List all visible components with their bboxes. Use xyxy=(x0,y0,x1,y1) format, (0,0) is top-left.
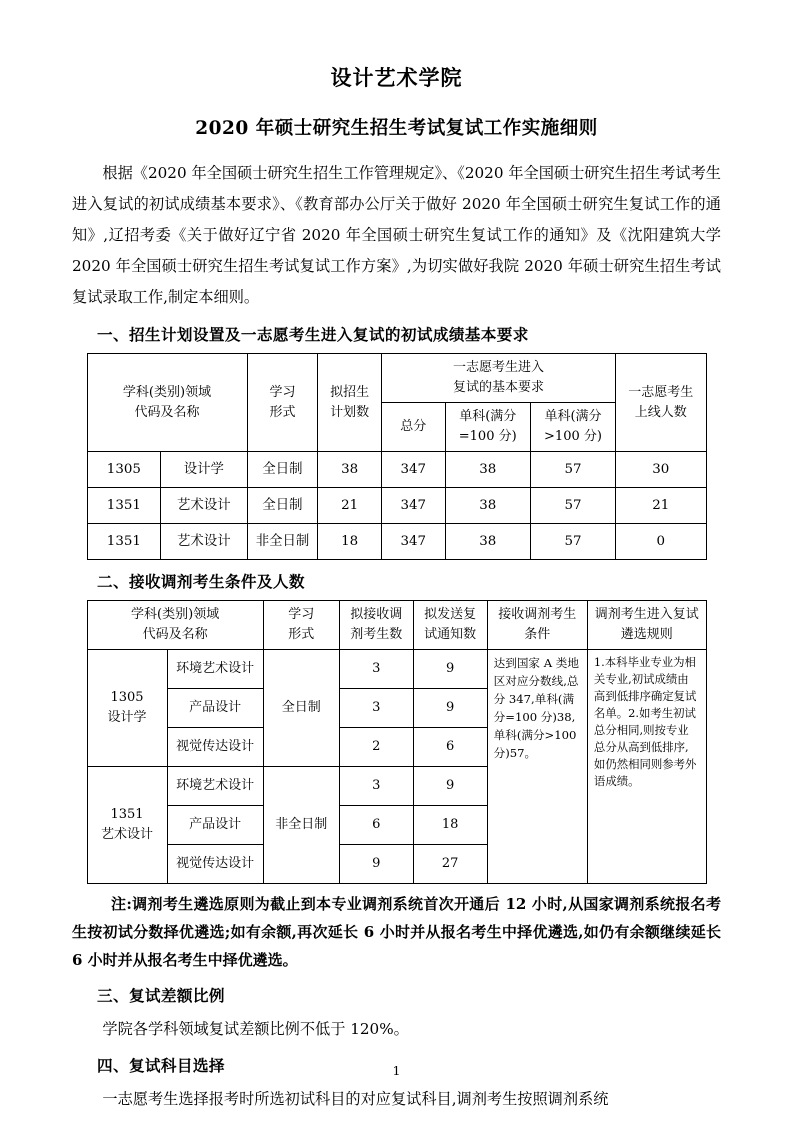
header-mode-line2: 形式 xyxy=(269,404,296,420)
header-online-count xyxy=(616,354,706,452)
cell-code: 1305 xyxy=(87,452,161,488)
cell-plan: 18 xyxy=(318,524,381,560)
cell-notice: 9 xyxy=(413,650,487,689)
cell-name: 艺术设计 xyxy=(161,524,247,560)
cell-total: 347 xyxy=(381,488,445,524)
cell-single-100: 38 xyxy=(445,524,530,560)
cell-online: 30 xyxy=(616,452,706,488)
page-subtitle: 2020 年硕士研究生招生考试复试工作实施细则 xyxy=(195,118,598,139)
cell-notice: 6 xyxy=(413,728,487,767)
cell-direction: 视觉传达设计 xyxy=(167,728,263,767)
cell-recv: 2 xyxy=(339,728,413,767)
header-mode xyxy=(263,601,339,650)
header-plan-line2: 计划数 xyxy=(330,404,370,420)
cell-rule: 1.本科毕业专业为相关专业,初试成绩由高到低排序确定复试名单。2.如考生初试总分相同,则按专业总分从高到低排序,如仍然相同则参考外语成绩。 xyxy=(587,650,706,884)
cell-direction: 产品设计 xyxy=(167,806,263,845)
header-online-line2: 上线人数 xyxy=(634,404,687,420)
table-row xyxy=(87,650,706,689)
header-rule-line2: 遴选规则 xyxy=(620,627,673,642)
admission-plan-table xyxy=(87,353,707,560)
cell-single-100: 38 xyxy=(445,452,530,488)
cell-notice: 27 xyxy=(413,845,487,884)
cell-total: 347 xyxy=(381,524,445,560)
table-row xyxy=(87,488,706,524)
header-plan xyxy=(318,354,381,452)
header-recv-line2: 剂考生数 xyxy=(350,627,403,642)
header-condition xyxy=(487,601,587,650)
header-condition-line2: 条件 xyxy=(524,627,551,642)
cell-direction: 环境艺术设计 xyxy=(167,767,263,806)
cell-mode: 全日制 xyxy=(247,452,318,488)
header-rule-line1: 调剂考生进入复试 xyxy=(594,607,699,622)
cell-code: 1351 xyxy=(87,524,161,560)
cell-code: 1351 xyxy=(87,488,161,524)
cell-plan: 21 xyxy=(318,488,381,524)
cell-recv: 3 xyxy=(339,650,413,689)
intro-paragraph: 根据《2020 年全国硕士研究生招生工作管理规定》、《2020 年全国硕士研究生招生考试考生进入复试的初试成绩基本要求》、《教育部办公厅关于做好 2020 年全国硕士研究生复试工作的通知》,辽招考委《关于做好辽宁省 2020 年全国硕士研究生复试工作的通知》及《沈阳建筑大学 2020 年全国硕士研究生招生考试复试工作方案》,为切实做好我院 2020 年硕士研究生招生考试复试录取工作,制定本细则。 xyxy=(72,164,721,306)
page-title: 设计艺术学院 xyxy=(330,65,463,90)
cell-single-gt100: 57 xyxy=(530,524,615,560)
cell-group-code: 1305 xyxy=(110,690,144,705)
header-condition-line1: 接收调剂考生 xyxy=(498,607,577,622)
header-single-gt100-line1: 单科(满分 xyxy=(544,409,602,424)
header-rule xyxy=(587,601,706,650)
cell-notice: 9 xyxy=(413,689,487,728)
cell-single-100: 38 xyxy=(445,488,530,524)
cell-recv: 3 xyxy=(339,689,413,728)
section-heading-2: 二、接收调剂考生条件及人数 xyxy=(96,572,305,591)
header-recv-count xyxy=(339,601,413,650)
cell-direction: 产品设计 xyxy=(167,689,263,728)
header-discipline-line2: 代码及名称 xyxy=(142,627,208,642)
section-heading-1: 一、招生计划设置及一志愿考生进入复试的初试成绩基本要求 xyxy=(96,325,529,344)
note-paragraph: 注:调剂考生遴选原则为截止到本专业调剂系统首次开通后 12 小时,从国家调剂系统报名考生按初试分数择优遴选;如有余额,再次延长 6 小时并从报名考生中择优遴选,如仍有余额继续延长 6 小时并从报名考生中择优遴选。 xyxy=(72,895,721,969)
cell-mode: 全日制 xyxy=(247,488,318,524)
cell-condition: 达到国家 A 类地区对应分数线,总分 347,单科(满分=100 分)38,单科(满分>100 分)57。 xyxy=(487,650,587,884)
header-discipline-line1: 学科(类别)领域 xyxy=(131,607,220,622)
header-discipline xyxy=(87,354,247,452)
header-single-gt100 xyxy=(530,403,615,452)
transfer-student-table xyxy=(87,600,707,884)
cell-direction: 环境艺术设计 xyxy=(167,650,263,689)
header-mode-line1: 学习 xyxy=(269,384,296,400)
header-single-100 xyxy=(445,403,530,452)
header-mode-line2: 形式 xyxy=(288,627,315,642)
header-requirement-line1: 一志愿考生进入 xyxy=(452,360,544,375)
header-mode xyxy=(247,354,318,452)
header-online-line1: 一志愿考生 xyxy=(628,384,694,400)
cell-total: 347 xyxy=(381,452,445,488)
cell-recv: 6 xyxy=(339,806,413,845)
cell-notice: 9 xyxy=(413,767,487,806)
header-notice-line2: 试通知数 xyxy=(424,627,477,642)
cell-name: 艺术设计 xyxy=(161,488,247,524)
header-requirement-line2: 复试的基本要求 xyxy=(452,380,544,395)
cell-online: 0 xyxy=(616,524,706,560)
header-discipline xyxy=(87,601,263,650)
header-discipline-line1: 学科(类别)领域 xyxy=(122,384,212,400)
cell-name: 设计学 xyxy=(161,452,247,488)
cell-direction: 视觉传达设计 xyxy=(167,845,263,884)
cell-mode: 非全日制 xyxy=(247,524,318,560)
cell-group-discipline xyxy=(87,650,167,767)
cell-group-code: 1351 xyxy=(110,807,144,822)
cell-recv: 3 xyxy=(339,767,413,806)
header-single-100-line1: 单科(满分 xyxy=(459,409,517,424)
cell-single-gt100: 57 xyxy=(530,488,615,524)
table-row xyxy=(87,452,706,488)
cell-group-name: 设计学 xyxy=(107,710,147,725)
header-discipline-line2: 代码及名称 xyxy=(134,404,200,420)
header-requirement-group xyxy=(381,354,615,403)
header-mode-line1: 学习 xyxy=(288,607,315,622)
header-recv-line1: 拟接收调 xyxy=(350,607,403,622)
cell-group-discipline xyxy=(87,767,167,884)
header-single-gt100-line2: >100 分) xyxy=(544,429,602,444)
cell-single-gt100: 57 xyxy=(530,452,615,488)
header-notice-line1: 拟发送复 xyxy=(424,607,477,622)
table-header-row xyxy=(87,601,706,650)
cell-notice: 18 xyxy=(413,806,487,845)
cell-mode: 全日制 xyxy=(263,650,339,767)
table-row xyxy=(87,524,706,560)
section3-body: 学院各学科领域复试差额比例不低于 120%。 xyxy=(102,1020,409,1038)
header-single-100-line2: =100 分) xyxy=(458,429,517,444)
table-header-row xyxy=(87,354,706,403)
section-heading-3: 三、复试差额比例 xyxy=(96,986,225,1005)
cell-online: 21 xyxy=(616,488,706,524)
cell-plan: 38 xyxy=(318,452,381,488)
header-notice-count xyxy=(413,601,487,650)
cell-mode: 非全日制 xyxy=(263,767,339,884)
page-number: 1 xyxy=(392,1063,401,1078)
section4-body: 一志愿考生选择报考时所选初试科目的对应复试科目,调剂考生按照调剂系统 xyxy=(102,1090,609,1108)
cell-recv: 9 xyxy=(339,845,413,884)
section-heading-4: 四、复试科目选择 xyxy=(96,1056,225,1075)
header-plan-line1: 拟招生 xyxy=(330,384,370,400)
cell-group-name: 艺术设计 xyxy=(101,827,154,842)
header-total-score: 总分 xyxy=(381,403,445,452)
